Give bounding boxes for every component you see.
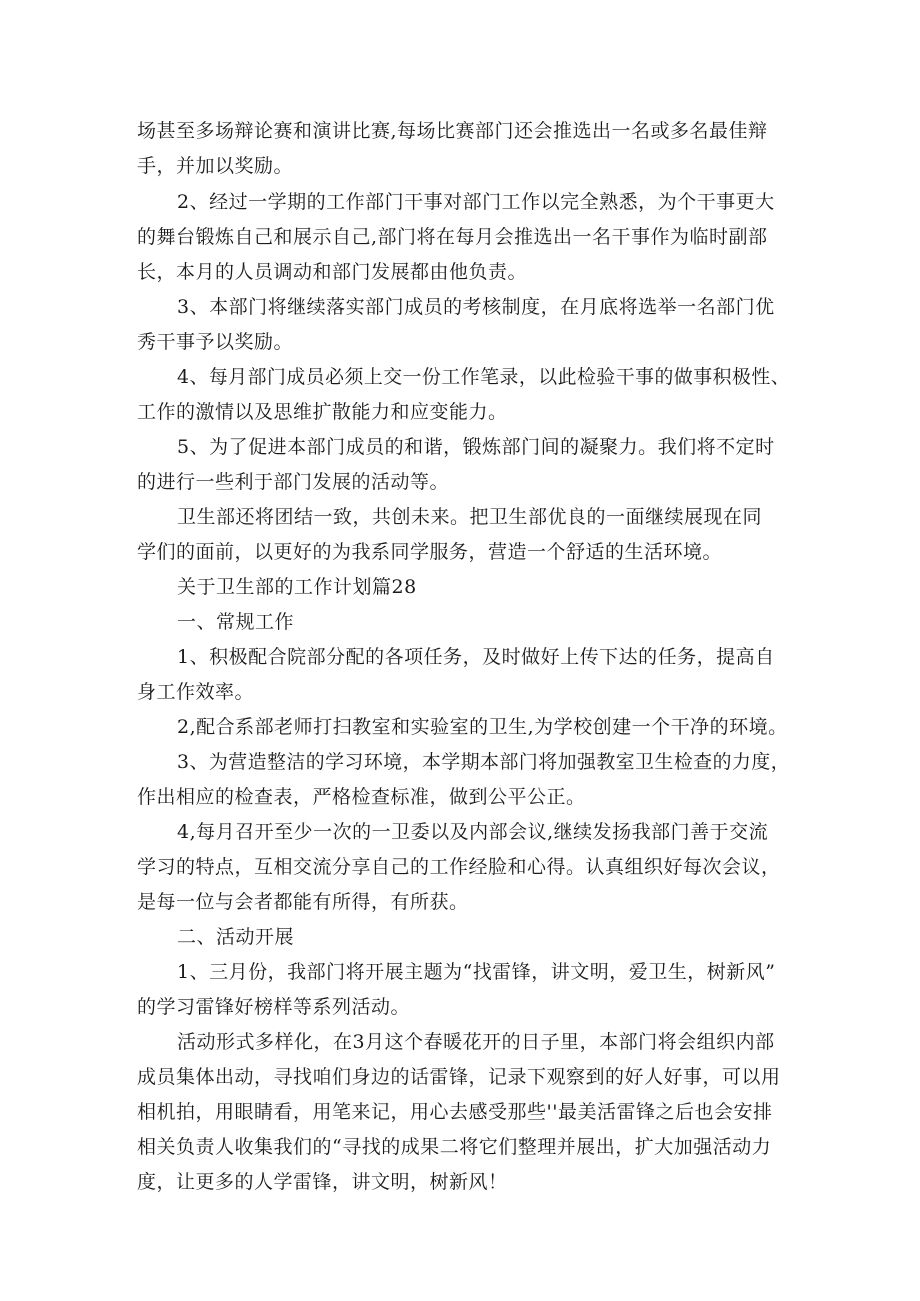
section-heading: 二、活动开展 <box>177 926 295 948</box>
text-line: 2、经过一学期的工作部门干事对部门工作以完全熟悉，为个干事更大 <box>177 191 775 213</box>
text-line: 活动形式多样化，在3月这个春暖花开的日子里，本部门将会组织内部 <box>177 1031 775 1053</box>
text-line: 作出相应的检查表，严格检查标准，做到公平公正。 <box>137 786 586 808</box>
text-line: 3、本部门将继续落实部门成员的考核制度，在月底将选举一名部门优 <box>177 296 775 318</box>
text-line: 相关负责人收集我们的“寻找的成果二将它们整理并展出，扩大加强活动力 <box>137 1136 772 1158</box>
text-line: 3、为营造整洁的学习环境，本学期本部门将加强教室卫生检查的力度， <box>177 751 791 773</box>
text-line: 学们的面前，以更好的为我系同学服务，营造一个舒适的生活环境。 <box>137 541 723 563</box>
text-line: 长，本月的人员调动和部门发展都由他负责。 <box>137 261 528 283</box>
text-line: 工作的激情以及思维扩散能力和应变能力。 <box>137 401 508 423</box>
text-line: 4、每月部门成员必须上交一份工作笔录，以此检验干事的做事积极性、 <box>177 366 791 388</box>
text-line: 的舞台锻炼自己和展示自己,部门将在每月会推选出一名干事作为临时副部 <box>137 226 768 248</box>
text-line: 1、三月份，我部门将开展主题为“找雷锋，讲文明，爱卫生，树新风” <box>177 961 776 983</box>
section-title: 关于卫生部的工作计划篇28 <box>177 576 417 598</box>
text-line: 场甚至多场辩论赛和演讲比赛,每场比赛部门还会推选出一名或多名最佳辩 <box>137 120 768 142</box>
text-line: 学习的特点，互相交流分享自己的工作经脸和心得。认真组织好每次会议， <box>137 856 781 878</box>
text-line: 成员集体出动，寻找咱们身边的话雷锋，记录下观察到的好人好事，可以用 <box>137 1066 781 1088</box>
text-line: 的学习雷锋好榜样等系列活动。 <box>137 996 411 1018</box>
text-line: 1、积极配合院部分配的各项任务，及时做好上传下达的任务，提高自 <box>177 646 775 668</box>
text-line: 相机拍，用眼睛看，用笔来记，用心去感受那些''最美活雷锋之后也会安排 <box>137 1101 773 1123</box>
text-line: 是每一位与会者都能有所得，有所获。 <box>137 891 469 913</box>
text-line: 的进行一些利于部门发展的活动等。 <box>137 471 450 493</box>
text-line: 度，让更多的人学雷锋，讲文明，树新风！ <box>137 1171 508 1193</box>
text-line: 4,每月召开至少一次的一卫委以及内部会议,继续发扬我部门善于交流 <box>177 821 769 843</box>
text-line: 手，并加以奖励。 <box>137 155 294 177</box>
text-line: 卫生部还将团结一致，共创未来。把卫生部优良的一面继续展现在同 <box>177 506 763 528</box>
text-line: 秀干事予以奖励。 <box>137 331 294 353</box>
text-line: 身工作效率。 <box>137 681 255 703</box>
section-heading: 一、常规工作 <box>177 611 295 633</box>
text-line: 2,配合系部老师打扫教室和实验室的卫生,为学校创建一个干净的环境。 <box>177 716 788 738</box>
text-line: 5、为了促进本部门成员的和谐，锻炼部门间的凝聚力。我们将不定时 <box>177 436 775 458</box>
